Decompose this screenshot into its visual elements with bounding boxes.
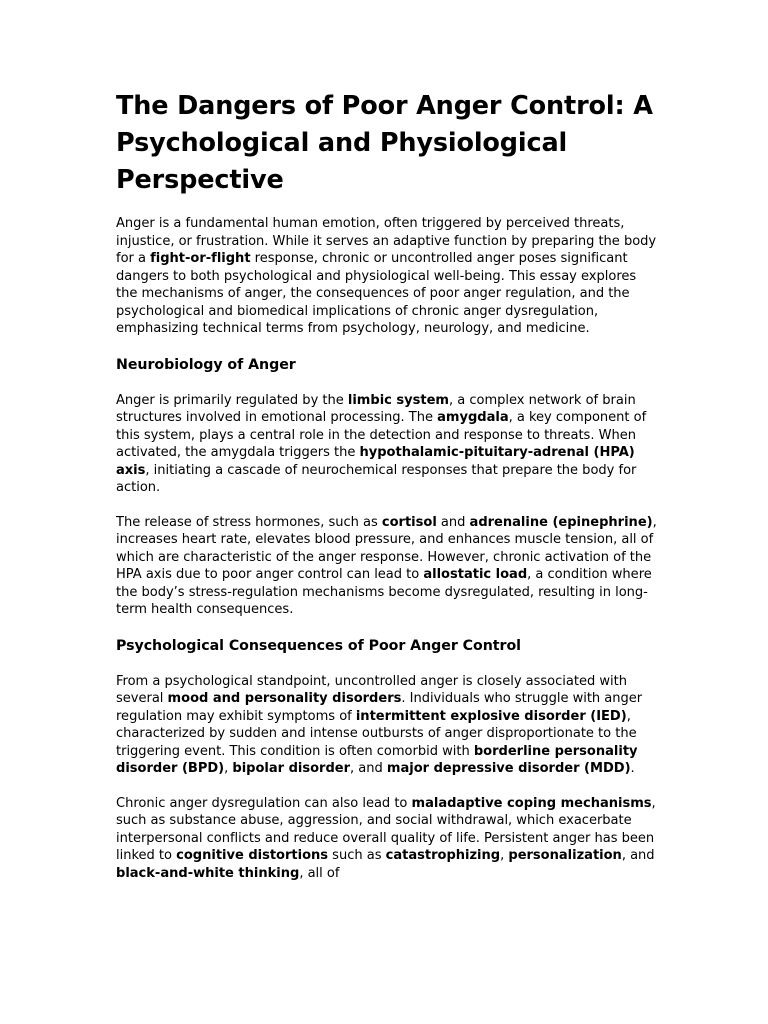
text-run: such as: [328, 848, 386, 863]
neurobiology-paragraph-1: [116, 392, 661, 497]
text-run: Chronic anger dysregulation can also lead to: [116, 795, 412, 811]
section-heading-neurobiology: Neurobiology of Anger: [116, 356, 296, 373]
document-title: The Dangers of Poor Anger Control: A Psychological and Physiological Perspective: [116, 91, 653, 195]
text-run: response, chronic or uncontrolled anger poses significant dangers to both psychological and physiological well-being. This essay explores the mechanisms of anger, the consequences of poor anger regulation, and the psychological and biomedical implications of chronic anger dysregulation, emphasizing technical terms from psychology, neurology, and medicine.: [116, 251, 637, 336]
bold-term: hypothalamic-pituitary-adrenal (HPA) axis: [116, 445, 635, 478]
text-run: , increases heart rate, elevates blood pressure, and enhances muscle tension, all of which are characteristic of the anger response. However, chronic activation of the HPA axis due to poor anger control can lead to: [116, 514, 657, 582]
bold-term: intermittent explosive disorder (IED): [355, 708, 627, 724]
bold-term: limbic system: [347, 392, 449, 408]
text-run: From a psychological standpoint, uncontrolled anger is closely associated with several: [116, 673, 627, 706]
bold-term: amygdala: [437, 410, 509, 425]
bold-term: borderline personality disorder (BPD): [116, 743, 638, 776]
text-run: Anger is a fundamental human emotion, often triggered by perceived threats, injustice, or frustration. While it serves an adaptive function by preparing the body for a: [116, 216, 657, 266]
bold-term: major depressive disorder (MDD): [386, 761, 631, 776]
bold-term: maladaptive coping mechanisms: [411, 795, 652, 811]
bold-term: cognitive distortions: [176, 848, 329, 863]
psychological-paragraph-1: [116, 673, 661, 778]
bold-term: mood and personality disorders: [167, 691, 402, 706]
bold-term: bipolar disorder: [232, 761, 351, 776]
text-run: The release of stress hormones, such as: [116, 514, 382, 530]
document-page: [116, 88, 661, 882]
bold-term: adrenaline (epinephrine): [469, 514, 653, 530]
bold-term: fight-or-flight: [150, 251, 251, 266]
text-run: , a complex network of brain structures involved in emotional processing. The: [116, 392, 636, 425]
text-run: , such as substance abuse, aggression, and social withdrawal, which exacerbate interpersonal conflicts and reduce overall quality of life. Persistent anger has been linked to: [116, 795, 656, 863]
text-run: , all of: [299, 865, 340, 881]
bold-term: personalization: [508, 848, 622, 863]
neurobiology-paragraph-2: [116, 514, 661, 619]
text-run: Anger is primarily regulated by the: [116, 392, 348, 408]
bold-term: cortisol: [381, 514, 437, 530]
text-run: , characterized by sudden and intense outbursts of anger disproportionate to the triggering event. This condition is often comorbid with: [116, 708, 637, 759]
bold-term: catastrophizing: [385, 848, 501, 863]
text-run: . Individuals who struggle with anger regulation may exhibit symptoms of: [116, 691, 643, 724]
text-run: ,: [500, 848, 509, 863]
text-run: , and: [350, 761, 387, 776]
text-run: , and: [621, 848, 655, 863]
text-run: , a condition where the body’s stress-regulation mechanisms become dysregulated, resulting in long-term health consequences.: [116, 567, 652, 617]
text-run: .: [630, 761, 635, 776]
intro-paragraph: [116, 215, 661, 338]
bold-term: black-and-white thinking: [116, 865, 300, 881]
text-run: , initiating a cascade of neurochemical responses that prepare the body for action.: [116, 462, 637, 495]
text-run: , a key component of this system, plays a central role in the detection and response to threats. When activated, the amygdala triggers the: [116, 410, 647, 460]
bold-term: allostatic load: [423, 567, 528, 582]
text-run: and: [436, 514, 470, 530]
section-heading-psychological-consequences: Psychological Consequences of Poor Anger Control: [116, 637, 521, 654]
text-run: ,: [224, 761, 233, 776]
psychological-paragraph-2: [116, 795, 661, 883]
